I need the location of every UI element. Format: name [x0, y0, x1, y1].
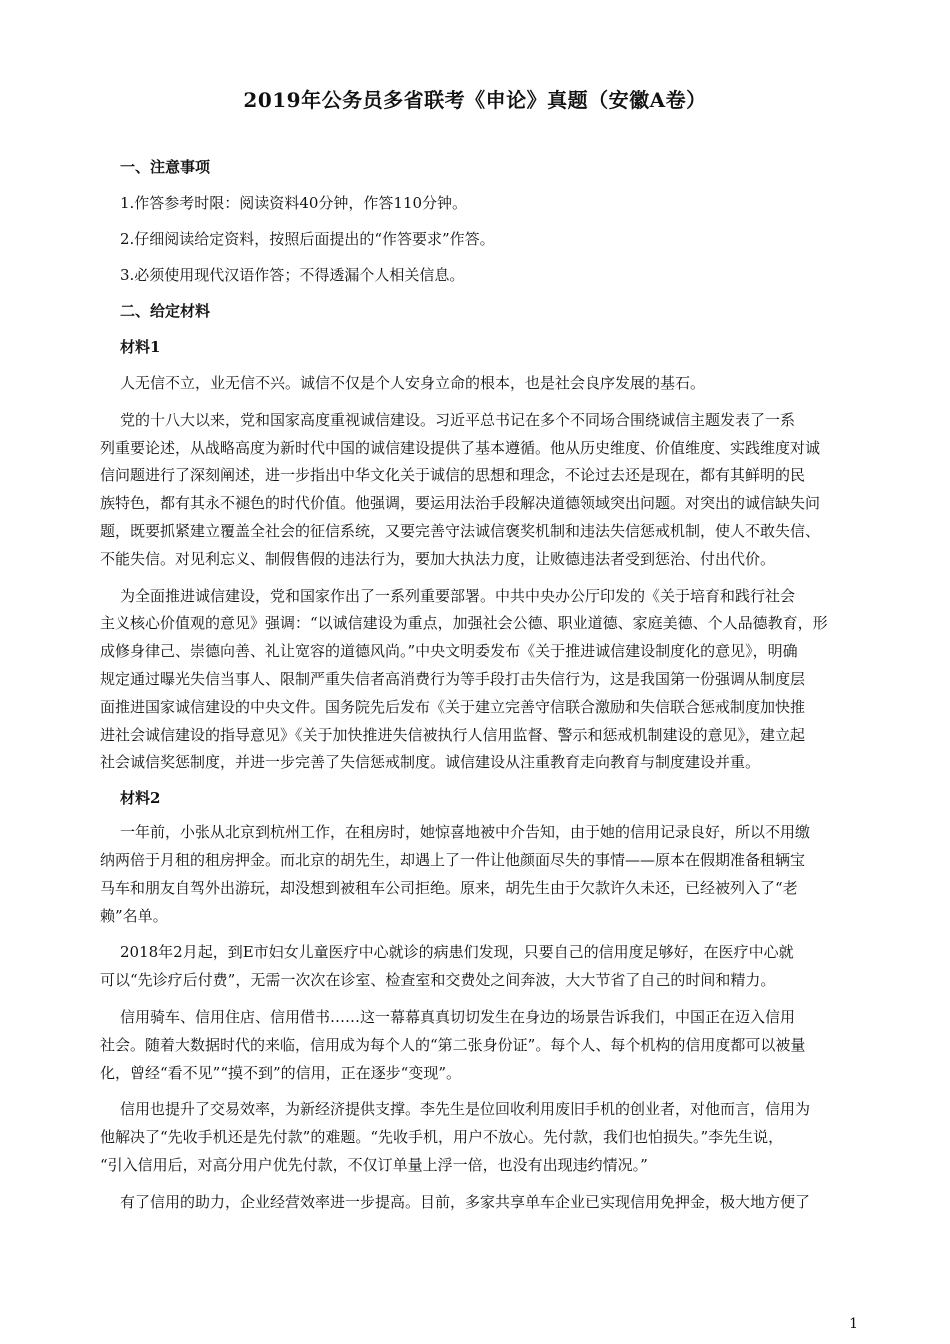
paragraph-line: 进社会诚信建设的指导意见》《关于加快推进失信被执行人信用监督、警示和惩戒机制建设的意见》，建立起	[100, 725, 806, 744]
paragraph-line: 为全面推进诚信建设，党和国家作出了一系列重要部署。中共中央办公厅印发的《关于培育和践行社会	[120, 586, 796, 605]
paragraph-line: 族特色，都有其永不褪色的时代价值。他强调，要运用法治手段解决道德领域突出问题。对突出的诚信缺失问	[100, 494, 821, 513]
document-title: 2019年公务员多省联考《申论》真题（安徽A卷）	[243, 88, 707, 112]
materials-heading: 二、给定材料	[120, 302, 211, 320]
notice-heading: 一、注意事项	[120, 158, 211, 176]
m2-paragraph-4	[100, 1096, 865, 1179]
m2-paragraph-3	[100, 1004, 865, 1087]
material2-heading: 材料2	[120, 789, 161, 808]
paragraph-line: 信用也提升了交易效率，为新经济提供支撑。李先生是位回收利用废旧手机的创业者，对他而言，信用为	[120, 1100, 811, 1119]
paragraph-line: 纳两倍于月租的租房押金。而北京的胡先生，却遇上了一件让他颜面尽失的事情——原本在假期准备租辆宝	[100, 850, 806, 869]
notice-item: 3.必须使用现代汉语作答；不得透漏个人相关信息。	[120, 266, 465, 284]
notice-item: 1.作答参考时限：阅读资料40分钟，作答110分钟。	[120, 194, 468, 212]
m1-paragraph-3	[100, 583, 865, 778]
paragraph-line: 不能失信。对见利忘义、制假售假的违法行为，要加大执法力度，让败德违法者受到惩治、付出代价。	[100, 549, 776, 568]
paragraph-line: 赖”名单。	[100, 906, 168, 925]
paragraph-line: 马车和朋友自驾外出游玩，却没想到被租车公司拒绝。原来，胡先生由于欠款许久未还，已经被列入了“老	[100, 878, 798, 897]
paragraph-line: 题，既要抓紧建立覆盖全社会的征信系统，又要完善守法诚信褒奖机制和违法失信惩戒机制，使人不敢失信、	[100, 521, 821, 540]
paragraph-line: 面推进国家诚信建设的中央文件。国务院先后发布《关于建立完善守信联合激励和失信联合惩戒制度加快推	[100, 697, 806, 716]
document-body	[100, 155, 865, 1217]
notice-item: 2.仔细阅读给定资料，按照后面提出的“作答要求”作答。	[120, 230, 495, 248]
paragraph-line: 成修身律己、崇德向善、礼让宽容的道德风尚。”中央文明委发布《关于推进诚信建设制度化的意见》，明确	[100, 642, 798, 661]
material1-heading: 材料1	[120, 338, 161, 356]
paragraph-line: 社会诚信奖惩制度，并进一步完善了失信惩戒制度。诚信建设从注重教育走向教育与制度建设并重。	[100, 753, 761, 772]
paragraph-line: 人无信不立，业无信不兴。诚信不仅是个人安身立命的根本，也是社会良序发展的基石。	[120, 374, 706, 392]
m2-paragraph-1	[100, 819, 865, 930]
paragraph-line: 化，曾经“看不见”“摸不到”的信用，正在逐步“变现”。	[100, 1063, 462, 1082]
paragraph-line: 信用骑车、信用住店、信用借书……这一幕幕真真切切发生在身边的场景告诉我们，中国正在迈入信用	[120, 1007, 796, 1026]
paragraph-line: 规定通过曝光失信当事人、限制严重失信者高消费行为等手段打击失信行为，这是我国第一份强调从制度层	[100, 669, 806, 688]
m2-paragraph-5	[120, 1189, 865, 1217]
m1-paragraph-1	[120, 370, 865, 398]
paragraph-line: “引入信用后，对高分用户优先付款，不仅订单量上浮一倍，也没有出现违约情况。”	[100, 1155, 648, 1174]
paragraph-line: 可以“先诊疗后付费”，无需一次次在诊室、检查室和交费处之间奔波，大大节省了自己的时间和精力。	[100, 971, 776, 990]
paragraph-line: 社会。随着大数据时代的来临，信用成为每个人的“第二张身份证”。每个人、每个机构的信用度都可以被量	[100, 1035, 806, 1054]
paragraph-line: 主义核心价值观的意见》强调：“以诚信建设为重点，加强社会公德、职业道德、家庭美德、个人品德教育，形	[100, 614, 828, 633]
m1-paragraph-2	[100, 407, 865, 574]
paragraph-line: 有了信用的助力，企业经营效率进一步提高。目前，多家共享单车企业已实现信用免押金，极大地方便了	[120, 1192, 811, 1211]
paragraph-line: 他解决了“先收手机还是先付款”的难题。“先收手机，用户不放心。先付款，我们也怕损失。”李先生说，	[100, 1128, 784, 1147]
paragraph-line: 信问题进行了深刻阐述，进一步指出中华文化关于诚信的思想和理念，不论过去还是现在，都有其鲜明的民	[100, 466, 806, 485]
paragraph-line: 党的十八大以来，党和国家高度重视诚信建设。习近平总书记在多个不同场合围绕诚信主题发表了一系	[120, 410, 796, 429]
paragraph-line: 2018年2月起，到E市妇女儿童医疗中心就诊的病患们发现，只要自己的信用度足够好，在医疗中心就	[120, 943, 794, 962]
page-number: 1	[849, 1316, 858, 1332]
m2-paragraph-2	[100, 939, 865, 995]
paragraph-line: 列重要论述，从战略高度为新时代中国的诚信建设提供了基本遵循。他从历史维度、价值维度、实践维度对诚	[100, 438, 821, 457]
paragraph-line: 一年前，小张从北京到杭州工作，在租房时，她惊喜地被中介告知，由于她的信用记录良好，所以不用缴	[120, 823, 811, 842]
